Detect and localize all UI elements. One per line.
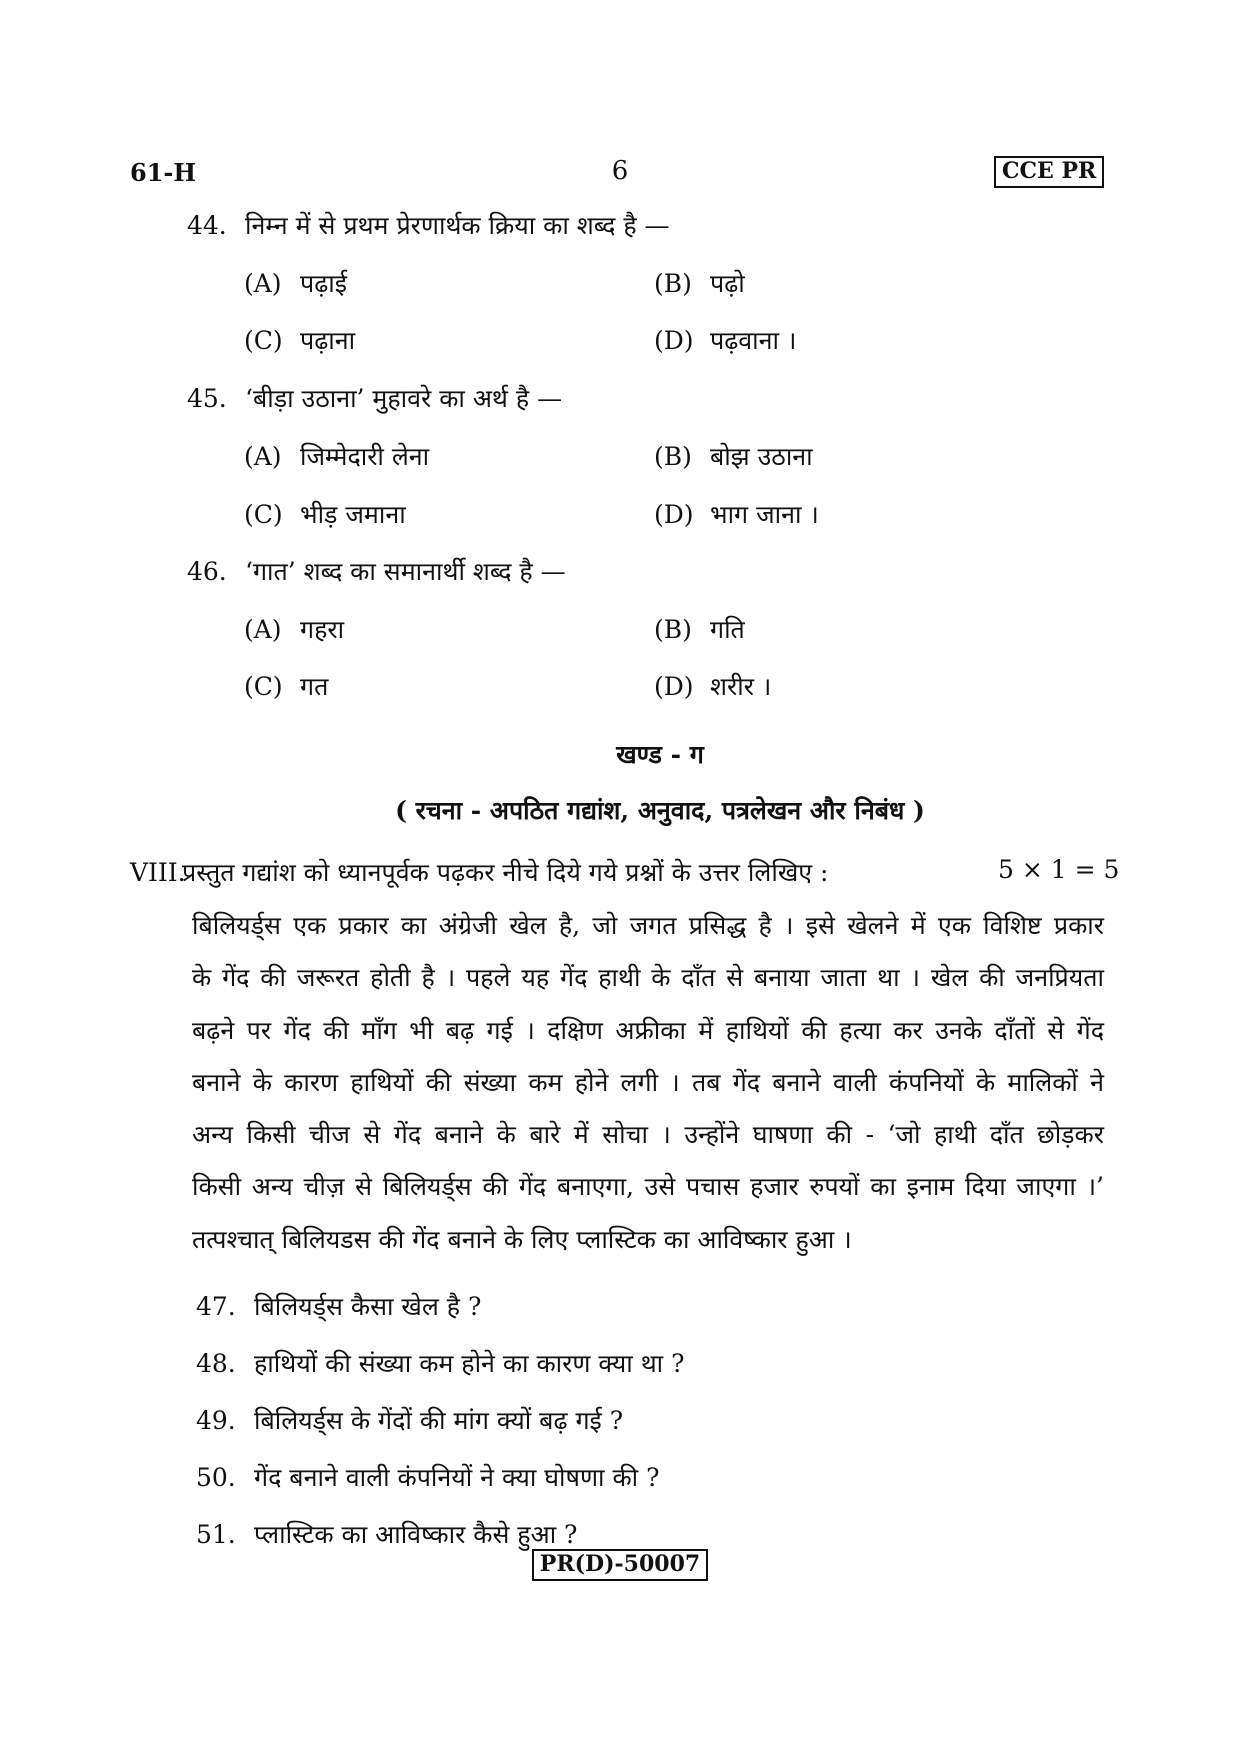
option-text: गत xyxy=(300,672,329,701)
question-text: प्लास्टिक का आविष्कार कैसे हुआ ? xyxy=(254,1520,578,1549)
passage-line: बढ़ने पर गेंद की माँग भी बढ़ गई । दक्षिण अफ्रीका में हाथियों की हत्या कर उनके दाँतों से गेंद xyxy=(192,1015,1104,1045)
question-48 xyxy=(196,1346,685,1380)
question-instruction: प्रस्तुत गद्यांश को ध्यानपूर्वक पढ़कर नीचे दिये गये प्रश्नों के उत्तर लिखिए : xyxy=(182,858,829,887)
question-46 xyxy=(187,554,566,588)
passage-line: बनाने के कारण हाथियों की संख्या कम होने लगी । तब गेंद बनाने वाली कंपनियों के मालिकों ने xyxy=(192,1067,1104,1097)
option-label: (C) xyxy=(244,326,283,355)
option-label: (A) xyxy=(244,442,282,471)
section-subtitle: ( रचना - अपठित गद्यांश, अनुवाद, पत्रलेखन और निबंध ) xyxy=(395,796,925,825)
option-45-b xyxy=(654,439,813,473)
option-46-b xyxy=(654,612,745,646)
option-label: (B) xyxy=(654,269,692,298)
option-text: पढ़ाना xyxy=(300,326,356,355)
passage-line: के गेंद की जरूरत होती है । पहले यह गेंद हाथी के दाँत से बनाया जाता था । खेल की जनप्रियता xyxy=(192,963,1104,993)
option-45-d xyxy=(654,497,819,531)
question-number: VIII. xyxy=(130,858,186,887)
question-text: ‘गात’ शब्द का समानार्थी शब्द है — xyxy=(245,557,566,586)
marks-allocation: 5 × 1 = 5 xyxy=(998,855,1120,884)
footer-code: PR(D)-50007 xyxy=(532,1549,708,1581)
question-number: 49. xyxy=(196,1406,236,1435)
question-number: 47. xyxy=(196,1292,236,1321)
question-44 xyxy=(187,208,670,242)
option-label: (C) xyxy=(244,500,283,529)
question-text: निम्न में से प्रथम प्रेरणार्थक क्रिया का शब्द है — xyxy=(245,211,670,240)
passage-line: बिलियर्ड्स एक प्रकार का अंग्रेजी खेल है, जो जगत प्रसिद्ध है । इसे खेलने में एक विशिष्ट प्रकार xyxy=(192,911,1104,940)
passage-line: किसी अन्य चीज़ से बिलियर्ड्स की गेंद बनाएगा, उसे पचास हजार रुपयों का इनाम दिया जाएगा ।’ xyxy=(192,1172,1104,1202)
passage-line: तत्पश्चात् बिलियडस की गेंद बनाने के लिए प्लास्टिक का आविष्कार हुआ । xyxy=(192,1224,852,1254)
option-label: (A) xyxy=(244,615,282,644)
question-number: 44. xyxy=(187,211,227,240)
question-text: हाथियों की संख्या कम होने का कारण क्या था ? xyxy=(254,1349,685,1378)
page-number: 6 xyxy=(611,156,629,186)
option-text: पढ़ाई xyxy=(300,269,348,298)
option-46-d xyxy=(654,669,771,703)
question-number: 51. xyxy=(196,1520,236,1549)
passage xyxy=(192,900,1104,1266)
question-number: 50. xyxy=(196,1463,236,1492)
question-text: गेंद बनाने वाली कंपनियों ने क्या घोषणा की ? xyxy=(254,1463,660,1492)
option-text: पढ़ो xyxy=(710,269,745,298)
question-51 xyxy=(196,1517,577,1551)
option-label: (B) xyxy=(654,615,692,644)
question-number: 45. xyxy=(187,384,227,413)
option-45-c xyxy=(244,497,406,531)
option-text: जिम्मेदारी लेना xyxy=(300,442,430,471)
option-text: गति xyxy=(710,615,745,644)
option-45-a xyxy=(244,439,429,473)
option-46-c xyxy=(244,669,328,703)
option-44-a xyxy=(244,266,347,300)
option-44-d xyxy=(654,323,796,357)
section-title: खण्ड - ग xyxy=(616,740,704,769)
option-text: बोझ उठाना xyxy=(710,442,813,471)
question-50 xyxy=(196,1460,660,1494)
option-46-a xyxy=(244,612,344,646)
option-label: (D) xyxy=(654,326,694,355)
question-number: 46. xyxy=(187,557,227,586)
option-44-c xyxy=(244,323,355,357)
option-label: (A) xyxy=(244,269,282,298)
option-text: शरीर । xyxy=(710,672,772,701)
footer xyxy=(0,1549,1240,1581)
option-label: (D) xyxy=(654,500,694,529)
option-text: गहरा xyxy=(300,615,345,644)
question-45 xyxy=(187,381,562,415)
question-text: बिलियर्ड्स कैसा खेल है ? xyxy=(254,1292,482,1321)
question-47 xyxy=(196,1289,481,1323)
question-text: बिलियर्ड्स के गेंदों की मांग क्यों बढ़ गई ? xyxy=(254,1406,624,1435)
passage-question xyxy=(130,855,828,889)
option-label: (D) xyxy=(654,672,694,701)
passage-line: अन्य किसी चीज से गेंद बनाने के बारे में सोचा । उन्होंने घाषणा की - ‘जो हाथी दाँत छोड़कर xyxy=(192,1120,1104,1150)
paper-code: 61-H xyxy=(130,158,197,187)
question-text: ‘बीड़ा उठाना’ मुहावरे का अर्थ है — xyxy=(245,384,563,413)
option-text: पढ़वाना । xyxy=(710,326,797,355)
question-49 xyxy=(196,1403,623,1437)
question-number: 48. xyxy=(196,1349,236,1378)
series-badge: CCE PR xyxy=(994,156,1104,188)
option-text: भीड़ जमाना xyxy=(300,500,406,529)
option-label: (B) xyxy=(654,442,692,471)
option-text: भाग जाना । xyxy=(710,500,819,529)
option-44-b xyxy=(654,266,745,300)
option-label: (C) xyxy=(244,672,283,701)
